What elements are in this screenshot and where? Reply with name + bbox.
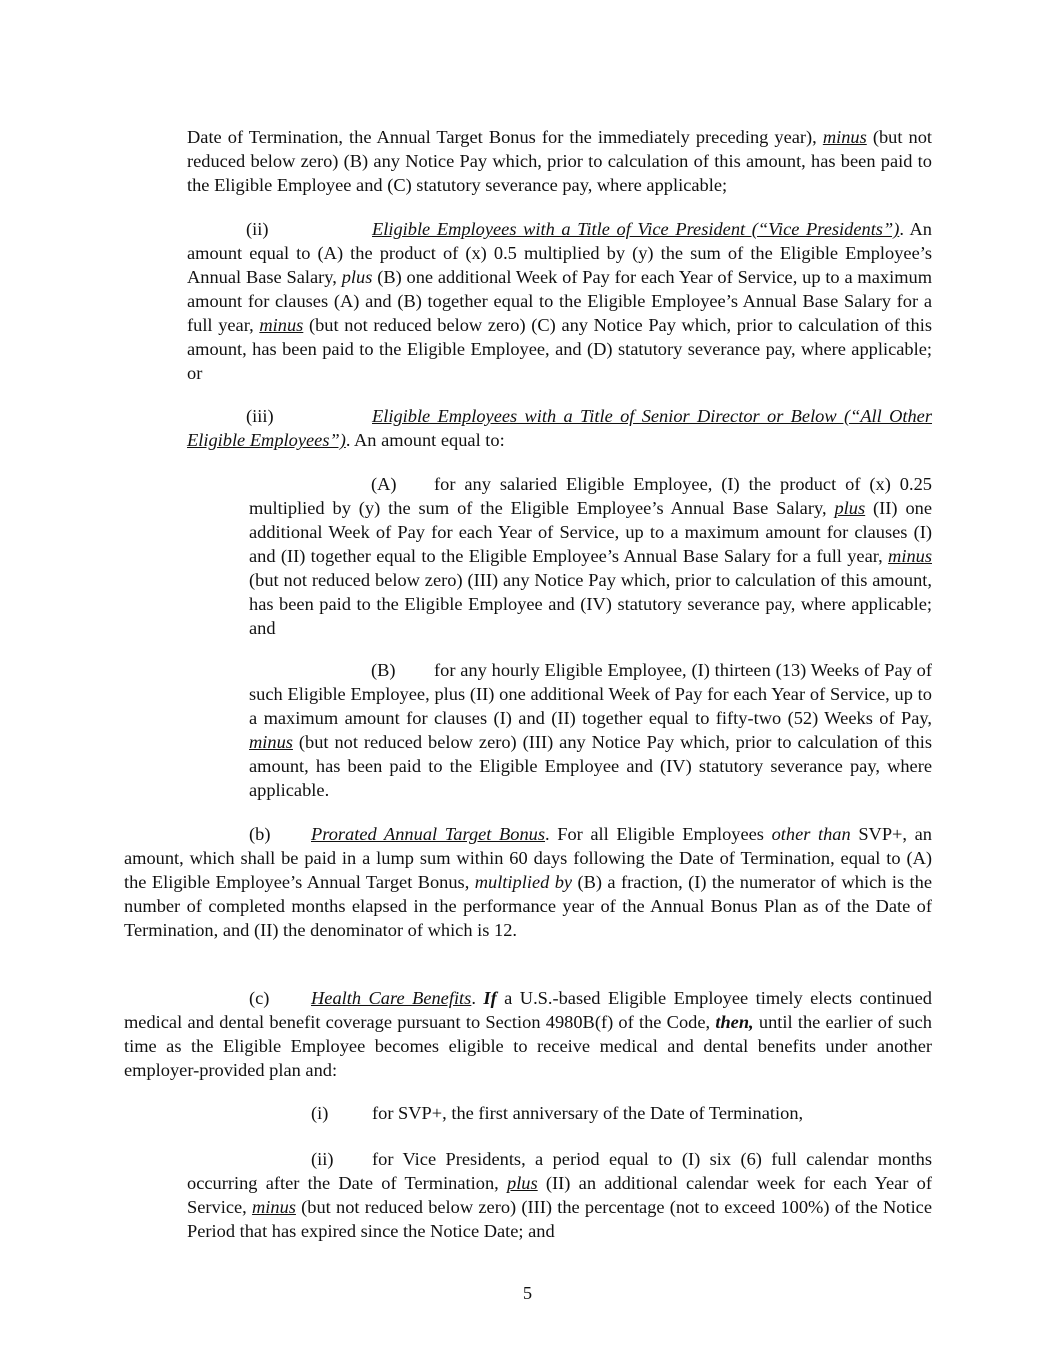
paragraph-heading: Eligible Employees with a Title of Senior Director or Below (“All Other Eligible Employees”) — [187, 406, 932, 450]
paragraph-c — [124, 986, 932, 1082]
text-run: (B) a fraction, (I) the numerator of which is the number of completed months elapsed in the performance year of the Annual Bonus Plan as of the Date of Termination, and (II) the denominator of which is 12. — [124, 872, 932, 940]
paragraph-c-ii — [187, 1147, 932, 1243]
paragraph-ii — [187, 217, 932, 385]
text-run: a U.S.-based Eligible Employee timely elects continued medical and dental benefit coverage pursuant to Section 4980B(f) of the Code, — [124, 988, 932, 1032]
text-run: (but not reduced below zero) (III) any Notice Pay which, prior to calculation of this amount, has been paid to the Eligible Employee and (IV) statutory severance pay, where applicable; and — [249, 570, 932, 638]
text-run: for SVP+, the first anniversary of the Date of Termination, — [372, 1103, 804, 1123]
paragraph-c-i — [187, 1101, 932, 1125]
text-run: until the earlier of such time as the Eligible Employee becomes eligible to receive medical and dental benefits under another employer-provided plan and: — [124, 1012, 932, 1080]
emphasis-minus: minus — [888, 546, 932, 566]
text-run: (but not reduced below zero) (B) any Notice Pay which, prior to calculation of this amount, has been paid to the Eligible Employee and (C) statutory severance pay, where applicable; — [187, 127, 932, 195]
paragraph-heading: Eligible Employees with a Title of Vice President (“Vice Presidents”) — [372, 219, 900, 239]
paragraph-iii — [187, 404, 932, 452]
text-run: (but not reduced below zero) (C) any Notice Pay which, prior to calculation of this amount, has been paid to the Eligible Employee, and (D) statutory severance pay, where applicable; or — [187, 315, 932, 383]
emphasis-plus: plus — [507, 1173, 538, 1193]
text-run: (II) an additional calendar week for each Year of Service, — [187, 1173, 932, 1217]
text-run: for Vice Presidents, a period equal to (I) six (6) full calendar months occurring after the Date of Termination, — [187, 1149, 932, 1193]
paragraph-number: (B) — [371, 660, 396, 680]
paragraph-heading: Health Care Benefits — [311, 988, 472, 1008]
emphasis-if: If — [483, 988, 497, 1008]
paragraph-i-continuation — [187, 125, 932, 197]
text-run: . — [471, 988, 484, 1008]
text-run: (but not reduced below zero) (III) any Notice Pay which, prior to calculation of this amount, has been paid to the Eligible Employee and (IV) statutory severance pay, where applicable. — [249, 732, 932, 800]
text-run: (but not reduced below zero) (III) the percentage (not to exceed 100%) of the Notice Period that has expired since the Notice Date; and — [187, 1197, 933, 1241]
page-number: 5 — [522, 1283, 533, 1303]
paragraph-number: (c) — [249, 988, 270, 1008]
paragraph-A — [249, 472, 932, 640]
text-run: . For all Eligible Employees — [545, 824, 772, 844]
paragraph-b — [124, 822, 932, 942]
text-run: . An amount equal to: — [345, 430, 505, 450]
text-run: . An amount equal to (A) the product of (x) 0.5 multiplied by (y) the sum of the Eligible Employee’s Annual Base Salary, — [187, 219, 932, 287]
emphasis-then: then, — [715, 1012, 754, 1032]
emphasis-multiplied-by: multiplied by — [474, 872, 573, 892]
text-run: for any hourly Eligible Employee, (I) thirteen (13) Weeks of Pay of such Eligible Employee, plus (II) one additional Week of Pay for each Year of Service, up to a maximum amount for clauses (I) and (II) together equal to fifty-two (52) Weeks of Pay, — [249, 660, 932, 728]
paragraph-number: (b) — [249, 824, 271, 844]
emphasis-minus: minus — [249, 732, 293, 752]
text-run: (B) one additional Week of Pay for each Year of Service, up to a maximum amount for clauses (A) and (B) together equal to the Eligible Employee’s Annual Base Salary for a full year, — [187, 267, 932, 335]
text-run: (II) one additional Week of Pay for each Year of Service, up to a maximum amount for clauses (I) and (II) together equal to the Eligible Employee’s Annual Base Salary for a full year, — [249, 498, 933, 566]
paragraph-B — [249, 658, 932, 802]
emphasis-minus: minus — [259, 315, 304, 335]
text-run: SVP+, an amount, which shall be paid in a lump sum within 60 days following the Date of Termination, equal to (A) the Eligible Employee’s Annual Target Bonus, — [124, 824, 932, 892]
paragraph-number: (A) — [371, 474, 397, 494]
paragraph-number: (i) — [311, 1103, 329, 1123]
emphasis-plus: plus — [341, 267, 373, 287]
paragraph-number: (iii) — [246, 406, 274, 426]
paragraph-number: (ii) — [311, 1149, 334, 1169]
emphasis-minus: minus — [822, 127, 867, 147]
emphasis-minus: minus — [251, 1197, 296, 1217]
text-run: Date of Termination, the Annual Target Bonus for the immediately preceding year), — [187, 127, 823, 147]
paragraph-number: (ii) — [246, 219, 269, 239]
paragraph-heading: Prorated Annual Target Bonus — [311, 824, 546, 844]
text-run: for any salaried Eligible Employee, (I) the product of (x) 0.25 multiplied by (y) the sum of the Eligible Employee’s Annual Base Salary, — [249, 474, 932, 518]
emphasis-other-than: other than — [771, 824, 851, 844]
emphasis-plus: plus — [834, 498, 866, 518]
